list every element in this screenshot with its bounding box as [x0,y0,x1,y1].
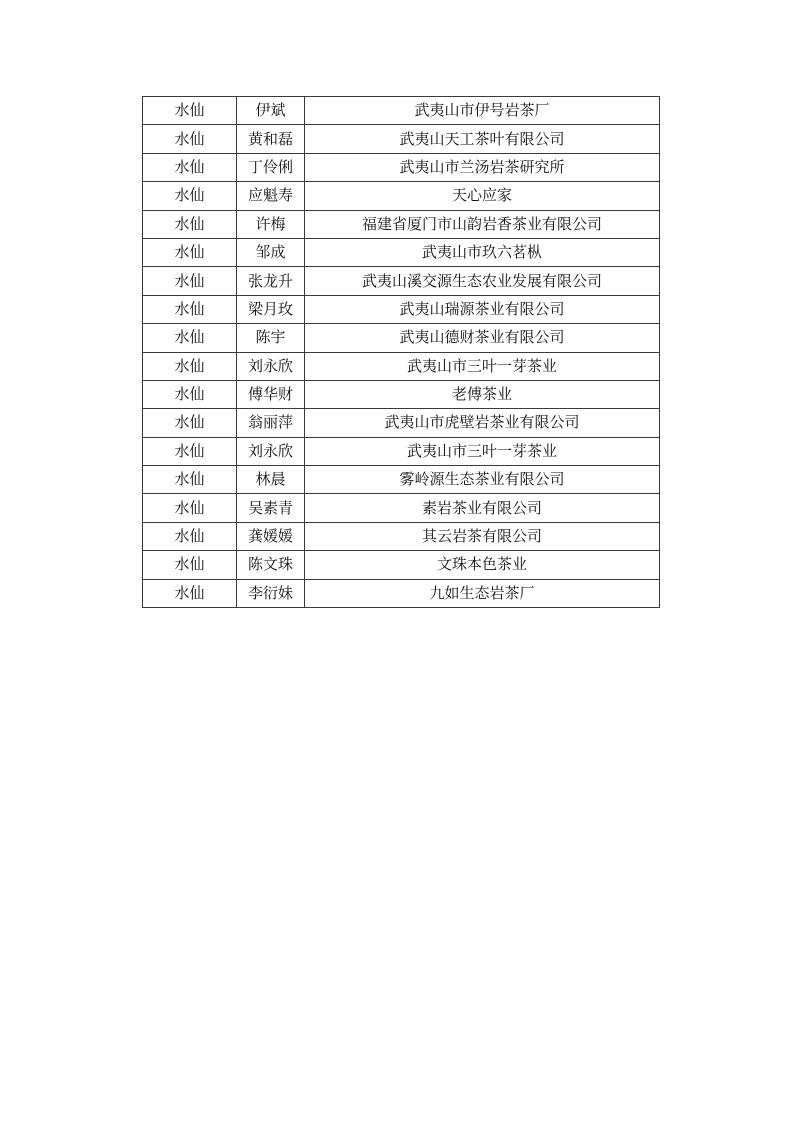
name-cell: 邹成 [237,238,305,266]
variety-cell: 水仙 [143,238,237,266]
company-cell: 武夷山德财茶业有限公司 [305,324,660,352]
variety-cell: 水仙 [143,324,237,352]
company-cell: 武夷山市兰汤岩茶研究所 [305,153,660,181]
variety-cell: 水仙 [143,522,237,550]
table-row [143,352,660,380]
name-cell: 林晨 [237,466,305,494]
variety-cell: 水仙 [143,437,237,465]
company-cell: 九如生态岩茶厂 [305,579,660,607]
table-body [143,97,660,608]
table-row [143,494,660,522]
table-row [143,267,660,295]
table-row [143,97,660,125]
company-cell: 老傅茶业 [305,380,660,408]
table-row [143,324,660,352]
name-cell: 伊斌 [237,97,305,125]
variety-cell: 水仙 [143,267,237,295]
name-cell: 傅华财 [237,380,305,408]
name-cell: 陈宇 [237,324,305,352]
variety-cell: 水仙 [143,97,237,125]
variety-cell: 水仙 [143,125,237,153]
table-row [143,551,660,579]
variety-cell: 水仙 [143,153,237,181]
name-cell: 龚媛媛 [237,522,305,550]
name-cell: 丁伶俐 [237,153,305,181]
name-cell: 黄和磊 [237,125,305,153]
variety-cell: 水仙 [143,210,237,238]
variety-cell: 水仙 [143,579,237,607]
table-row [143,238,660,266]
table-row [143,153,660,181]
variety-cell: 水仙 [143,295,237,323]
variety-cell: 水仙 [143,409,237,437]
company-cell: 素岩茶业有限公司 [305,494,660,522]
company-cell: 雾岭源生态茶业有限公司 [305,466,660,494]
company-cell: 其云岩茶有限公司 [305,522,660,550]
table-row [143,522,660,550]
company-cell: 武夷山市伊号岩茶厂 [305,97,660,125]
name-cell: 张龙升 [237,267,305,295]
name-cell: 翁丽萍 [237,409,305,437]
table-row [143,466,660,494]
company-cell: 武夷山市玖六茗枞 [305,238,660,266]
company-cell: 武夷山瑞源茶业有限公司 [305,295,660,323]
company-cell: 福建省厦门市山韵岩香茶业有限公司 [305,210,660,238]
name-cell: 刘永欣 [237,352,305,380]
company-cell: 文珠本色茶业 [305,551,660,579]
name-cell: 刘永欣 [237,437,305,465]
company-cell: 武夷山市三叶一芽茶业 [305,437,660,465]
table-row [143,210,660,238]
table-row [143,409,660,437]
name-cell: 许梅 [237,210,305,238]
name-cell: 吴素青 [237,494,305,522]
table-row [143,579,660,607]
table-row [143,437,660,465]
entries-table [142,96,660,608]
table-row [143,182,660,210]
company-cell: 武夷山溪交源生态农业发展有限公司 [305,267,660,295]
variety-cell: 水仙 [143,466,237,494]
name-cell: 应魁寿 [237,182,305,210]
table-row [143,125,660,153]
name-cell: 陈文珠 [237,551,305,579]
company-cell: 武夷山天工茶叶有限公司 [305,125,660,153]
variety-cell: 水仙 [143,380,237,408]
table-row [143,380,660,408]
variety-cell: 水仙 [143,352,237,380]
company-cell: 武夷山市虎壁岩茶业有限公司 [305,409,660,437]
variety-cell: 水仙 [143,182,237,210]
name-cell: 梁月玫 [237,295,305,323]
name-cell: 李衍妹 [237,579,305,607]
table-row [143,295,660,323]
variety-cell: 水仙 [143,551,237,579]
company-cell: 武夷山市三叶一芽茶业 [305,352,660,380]
company-cell: 天心应家 [305,182,660,210]
variety-cell: 水仙 [143,494,237,522]
